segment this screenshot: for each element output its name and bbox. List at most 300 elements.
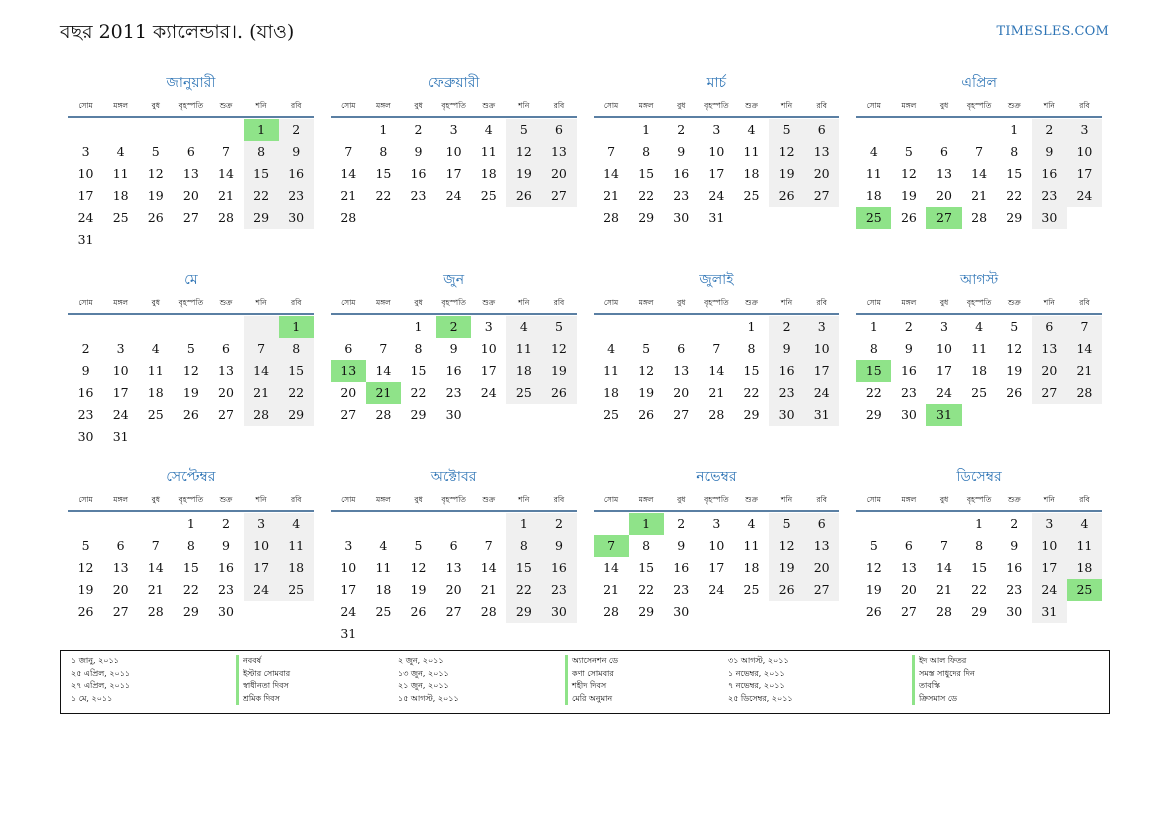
weekday-label: শনি (781, 298, 793, 307)
day-cell: 14 (1067, 338, 1102, 360)
day-cell: 13 (182, 166, 199, 181)
empty-cell (926, 119, 961, 141)
day-cell: 17 (244, 557, 279, 579)
day-cell: 21 (603, 582, 619, 597)
day-cell: 2 (677, 516, 686, 531)
weekday-label: রবি (816, 101, 827, 110)
day-grid (331, 315, 577, 426)
day-cell: 5 (414, 538, 423, 553)
empty-cell (138, 119, 173, 141)
day-cell: 12 (769, 141, 804, 163)
day-cell: 6 (116, 538, 125, 553)
day-cell: 3 (712, 122, 721, 137)
day-cell: 27 (182, 210, 199, 225)
day-cell: 26 (769, 579, 804, 601)
day-cell: 7 (1067, 316, 1102, 338)
weekday-label: বৃহস্পতি (178, 495, 204, 504)
month-calendar (594, 70, 840, 251)
empty-cell (331, 513, 366, 535)
day-cell: 27 (112, 604, 129, 619)
weekday-label: সোম (603, 495, 619, 504)
day-cell: 28 (340, 210, 357, 225)
day-cell: 18 (112, 188, 129, 203)
day-cell: 29 (244, 207, 279, 229)
weekday-label: শুক্র (1007, 101, 1021, 110)
day-cell: 2 (1010, 516, 1019, 531)
day-cell: 23 (1032, 185, 1067, 207)
day-cell: 18 (603, 385, 619, 400)
day-cell: 7 (244, 338, 279, 360)
month-calendar (331, 70, 577, 251)
empty-cell (629, 316, 664, 338)
day-cell: 2 (541, 513, 576, 535)
holiday-name-column (565, 655, 618, 705)
empty-cell (366, 623, 401, 645)
day-cell: 9 (1032, 141, 1067, 163)
month-name: ডিসেম্বর (956, 469, 1002, 485)
weekday-label: রবি (553, 495, 565, 504)
empty-cell (997, 404, 1032, 426)
weekday-label: বুধ (939, 298, 949, 307)
day-cell: 24 (708, 582, 725, 597)
day-cell: 15 (375, 166, 392, 181)
day-grid (68, 512, 314, 623)
weekday-label: শুক্র (219, 495, 233, 504)
day-cell: 20 (804, 163, 839, 185)
day-cell: 14 (375, 363, 392, 378)
empty-cell (1067, 207, 1102, 229)
empty-cell (68, 119, 103, 141)
day-cell: 3 (344, 538, 353, 553)
empty-cell (769, 207, 804, 229)
day-cell: 12 (182, 363, 199, 378)
month-name: জানুয়ারী (166, 75, 216, 91)
weekday-label: শনি (1043, 495, 1055, 504)
weekday-label: বুধ (151, 101, 160, 110)
weekday-label: শুক্র (219, 101, 233, 110)
day-cell: 21 (244, 382, 279, 404)
month-name: মার্চ (706, 75, 727, 91)
day-cell: 29 (971, 604, 988, 619)
day-cell: 5 (769, 119, 804, 141)
day-cell: 12 (506, 141, 541, 163)
day-cell: 19 (1006, 363, 1023, 378)
day-cell: 28 (147, 604, 164, 619)
weekday-label: রবি (1079, 101, 1090, 110)
day-cell: 18 (480, 166, 497, 181)
day-cell: 28 (244, 404, 279, 426)
weekday-label: সোম (866, 101, 881, 110)
day-cell: 11 (112, 166, 129, 181)
day-cell: 12 (865, 560, 882, 575)
empty-cell (279, 426, 314, 448)
month-row (68, 464, 1102, 645)
day-cell: 19 (147, 188, 164, 203)
day-cell: 9 (449, 341, 458, 356)
day-cell: 16 (769, 360, 804, 382)
day-cell: 17 (1032, 557, 1067, 579)
day-cell: 22 (638, 188, 655, 203)
day-cell: 20 (445, 582, 462, 597)
day-cell: 6 (449, 538, 458, 553)
weekday-label: সোম (866, 495, 881, 504)
day-cell: 8 (642, 538, 651, 553)
weekday-label: বৃহস্পতি (441, 495, 466, 504)
empty-cell (103, 513, 138, 535)
weekday-label: মঙ্গল (113, 298, 129, 307)
day-cell: 26 (865, 604, 882, 619)
empty-cell (594, 513, 629, 535)
holiday-name: তাবস্কি (919, 681, 940, 690)
empty-cell (208, 316, 243, 338)
day-cell: 26 (77, 604, 94, 619)
day-cell: 18 (743, 166, 760, 181)
day-cell: 4 (747, 122, 756, 137)
holiday-day-cell: 7 (594, 535, 629, 557)
day-cell: 23 (218, 582, 234, 597)
day-cell: 2 (769, 316, 804, 338)
day-cell: 19 (769, 557, 804, 579)
empty-cell (331, 316, 366, 338)
day-cell: 5 (1010, 319, 1019, 334)
day-cell: 26 (182, 407, 199, 422)
empty-cell (594, 119, 629, 141)
weekday-label: সোম (78, 495, 93, 504)
empty-cell (1067, 601, 1102, 623)
day-cell: 27 (1032, 382, 1067, 404)
day-cell: 25 (743, 188, 760, 203)
empty-cell (173, 316, 208, 338)
day-cell: 14 (218, 166, 234, 181)
day-cell: 24 (936, 385, 952, 400)
day-cell: 16 (673, 560, 690, 575)
day-cell: 22 (865, 385, 882, 400)
day-cell: 20 (673, 385, 690, 400)
holiday-name: ইস্টার সোমবার (243, 668, 291, 678)
page-title: বছর 2011 ক্যালেন্ডার।. (যাও) (60, 21, 295, 43)
day-cell: 15 (971, 560, 988, 575)
day-cell: 5 (869, 538, 878, 553)
weekday-label: শনি (518, 298, 530, 307)
day-cell: 12 (77, 560, 94, 575)
day-cell: 22 (971, 582, 988, 597)
day-cell: 23 (900, 385, 917, 400)
weekday-label: বুধ (939, 495, 949, 504)
day-cell: 21 (936, 582, 952, 597)
day-cell: 7 (712, 341, 721, 356)
day-cell: 29 (1006, 210, 1023, 225)
day-cell: 29 (182, 604, 199, 619)
day-cell: 21 (1067, 360, 1102, 382)
day-cell: 19 (541, 360, 576, 382)
day-cell: 31 (340, 626, 357, 641)
day-cell: 25 (743, 582, 760, 597)
month-name: এপ্রিল (961, 75, 997, 91)
empty-cell (471, 404, 506, 426)
day-cell: 12 (1006, 341, 1023, 356)
brand-link[interactable]: TIMESLES.COM (996, 24, 1109, 39)
day-cell: 28 (1067, 382, 1102, 404)
day-cell: 8 (244, 141, 279, 163)
day-cell: 27 (804, 579, 839, 601)
day-cell: 1 (506, 513, 541, 535)
month-calendar (594, 267, 840, 448)
weekday-label: বৃহস্পতি (178, 101, 204, 110)
day-cell: 3 (1032, 513, 1067, 535)
empty-cell (436, 207, 471, 229)
day-cell: 2 (677, 122, 686, 137)
day-cell: 2 (81, 341, 90, 356)
empty-cell (664, 316, 699, 338)
day-cell: 23 (541, 579, 576, 601)
day-cell: 9 (904, 341, 913, 356)
day-cell: 10 (708, 144, 725, 159)
empty-cell (208, 229, 243, 251)
day-cell: 16 (541, 557, 576, 579)
weekday-label: শুক্র (745, 298, 758, 307)
weekday-label: বৃহস্পতি (966, 101, 992, 110)
day-cell: 12 (900, 166, 917, 181)
day-cell: 1 (975, 516, 984, 531)
day-cell: 30 (673, 210, 690, 225)
day-cell: 15 (1006, 166, 1023, 181)
day-cell: 7 (379, 341, 388, 356)
weekday-label: শুক্র (745, 495, 758, 504)
empty-cell (734, 207, 769, 229)
day-cell: 24 (708, 188, 725, 203)
day-cell: 23 (673, 582, 690, 597)
day-cell: 28 (708, 407, 725, 422)
day-cell: 30 (218, 604, 234, 619)
day-cell: 19 (900, 188, 917, 203)
holiday-date-column (71, 655, 130, 705)
weekday-label: শনি (781, 495, 793, 504)
day-cell: 25 (375, 604, 392, 619)
month-row (68, 70, 1102, 251)
weekday-label: সোম (866, 298, 881, 307)
holiday-date: ১ নভেম্বর, ২০১১ (728, 668, 785, 678)
holiday-name: কণা সোমবার (572, 668, 614, 678)
weekday-header (856, 490, 1102, 512)
day-cell: 2 (279, 119, 314, 141)
month-row (68, 267, 1102, 448)
day-cell: 5 (904, 144, 913, 159)
day-cell: 20 (112, 582, 129, 597)
day-cell: 19 (769, 163, 804, 185)
day-cell: 5 (769, 513, 804, 535)
day-cell: 26 (1006, 385, 1023, 400)
day-cell: 16 (77, 385, 94, 400)
day-cell: 13 (900, 560, 917, 575)
day-cell: 7 (607, 144, 616, 159)
day-cell: 8 (747, 341, 756, 356)
holiday-day-cell: 13 (331, 360, 366, 382)
day-cell: 21 (218, 188, 234, 203)
weekday-header (68, 490, 314, 512)
day-cell: 15 (638, 560, 655, 575)
weekday-label: বুধ (151, 495, 160, 504)
day-cell: 11 (506, 338, 541, 360)
day-cell: 10 (1067, 141, 1102, 163)
empty-cell (279, 601, 314, 623)
day-cell: 29 (743, 407, 760, 422)
day-cell: 13 (445, 560, 462, 575)
day-grid (331, 118, 577, 229)
day-cell: 16 (673, 166, 690, 181)
weekday-label: সোম (78, 101, 93, 110)
holiday-date: ১ জানু, ২০১১ (71, 656, 119, 665)
day-cell: 19 (506, 163, 541, 185)
holiday-day-cell: 15 (856, 360, 891, 382)
day-cell: 15 (182, 560, 199, 575)
day-cell: 26 (506, 185, 541, 207)
day-cell: 27 (445, 604, 462, 619)
day-cell: 30 (1032, 207, 1067, 229)
empty-cell (138, 229, 173, 251)
month-calendar (68, 70, 314, 251)
weekday-label: সোম (78, 298, 93, 307)
weekday-label: মঙ্গল (638, 495, 654, 504)
weekday-label: শনি (518, 101, 530, 110)
empty-cell (891, 119, 926, 141)
day-cell: 27 (804, 185, 839, 207)
day-cell: 23 (279, 185, 314, 207)
day-cell: 23 (445, 385, 462, 400)
day-grid (331, 512, 577, 645)
day-cell: 2 (222, 516, 230, 531)
empty-cell (331, 119, 366, 141)
day-cell: 5 (642, 341, 651, 356)
day-cell: 1 (642, 122, 651, 137)
day-cell: 21 (971, 188, 988, 203)
empty-cell (366, 513, 401, 535)
empty-cell (804, 601, 839, 623)
day-cell: 18 (1067, 557, 1102, 579)
day-cell: 11 (480, 144, 497, 159)
empty-cell (594, 316, 629, 338)
empty-cell (926, 513, 961, 535)
empty-cell (68, 316, 103, 338)
month-calendar (856, 464, 1102, 645)
day-cell: 15 (244, 163, 279, 185)
day-cell: 23 (410, 188, 427, 203)
day-cell: 31 (708, 210, 725, 225)
day-cell: 9 (279, 141, 314, 163)
weekday-label: শুক্র (482, 101, 496, 110)
day-cell: 4 (1067, 513, 1102, 535)
day-cell: 5 (541, 316, 576, 338)
month-name: ফেব্রুয়ারী (427, 75, 480, 91)
month-name: আগস্ট (960, 272, 999, 288)
day-cell: 7 (151, 538, 160, 553)
day-cell: 17 (445, 166, 462, 181)
day-cell: 24 (1032, 579, 1067, 601)
holiday-day-cell: 25 (856, 207, 891, 229)
weekday-header (856, 293, 1102, 315)
empty-cell (891, 513, 926, 535)
day-cell: 3 (804, 316, 839, 338)
empty-cell (401, 623, 436, 645)
empty-cell (436, 623, 471, 645)
day-cell: 21 (480, 582, 497, 597)
weekday-label: রবি (1079, 298, 1090, 307)
day-cell: 13 (112, 560, 129, 575)
month-name: মে (184, 272, 198, 288)
day-cell: 8 (186, 538, 195, 553)
day-cell: 12 (410, 560, 427, 575)
empty-cell (699, 601, 734, 623)
day-cell: 6 (541, 119, 576, 141)
day-cell: 17 (112, 385, 129, 400)
day-cell: 8 (869, 341, 878, 356)
day-cell: 26 (769, 185, 804, 207)
day-grid (594, 315, 840, 426)
day-cell: 17 (340, 582, 357, 597)
holiday-name: মেরি অনুমান (572, 693, 613, 703)
empty-cell (1067, 404, 1102, 426)
weekday-label: বুধ (414, 495, 423, 504)
day-cell: 24 (445, 188, 462, 203)
day-grid (68, 315, 314, 448)
day-cell: 14 (708, 363, 725, 378)
day-cell: 30 (279, 207, 314, 229)
day-grid (856, 315, 1102, 426)
day-cell: 12 (638, 363, 655, 378)
empty-cell (138, 426, 173, 448)
day-cell: 19 (865, 582, 882, 597)
day-cell: 4 (116, 144, 125, 159)
day-cell: 22 (182, 582, 199, 597)
holiday-date: ৭ নভেম্বর, ২০১১ (728, 681, 785, 690)
day-cell: 17 (77, 188, 94, 203)
weekday-label: সোম (341, 298, 356, 307)
weekday-label: মঙ্গল (901, 101, 917, 110)
weekday-label: মঙ্গল (901, 298, 917, 307)
empty-cell (103, 316, 138, 338)
day-cell: 20 (1032, 360, 1067, 382)
day-cell: 3 (940, 319, 948, 334)
day-cell: 31 (1032, 601, 1067, 623)
day-cell: 17 (480, 363, 497, 378)
day-cell: 25 (147, 407, 164, 422)
day-cell: 13 (541, 141, 576, 163)
day-cell: 30 (769, 404, 804, 426)
day-cell: 28 (218, 210, 234, 225)
weekday-label: শনি (255, 298, 267, 307)
day-cell: 17 (708, 166, 725, 181)
month-name: নভেম্বর (696, 469, 737, 485)
day-cell: 9 (81, 363, 90, 378)
day-cell: 4 (484, 122, 493, 137)
day-cell: 10 (480, 341, 497, 356)
day-cell: 17 (936, 363, 952, 378)
weekday-label: শনি (781, 101, 793, 110)
day-cell: 29 (410, 407, 427, 422)
day-cell: 3 (484, 319, 493, 334)
day-cell: 30 (77, 429, 94, 444)
day-cell: 9 (677, 144, 686, 159)
day-cell: 25 (603, 407, 619, 422)
weekday-label: বুধ (414, 101, 423, 110)
day-cell: 6 (677, 341, 686, 356)
day-cell: 14 (603, 560, 619, 575)
day-cell: 7 (344, 144, 353, 159)
holiday-date-column (728, 655, 793, 705)
weekday-header (594, 490, 840, 512)
day-cell: 29 (865, 407, 882, 422)
day-cell: 8 (279, 338, 314, 360)
day-cell: 20 (541, 163, 576, 185)
